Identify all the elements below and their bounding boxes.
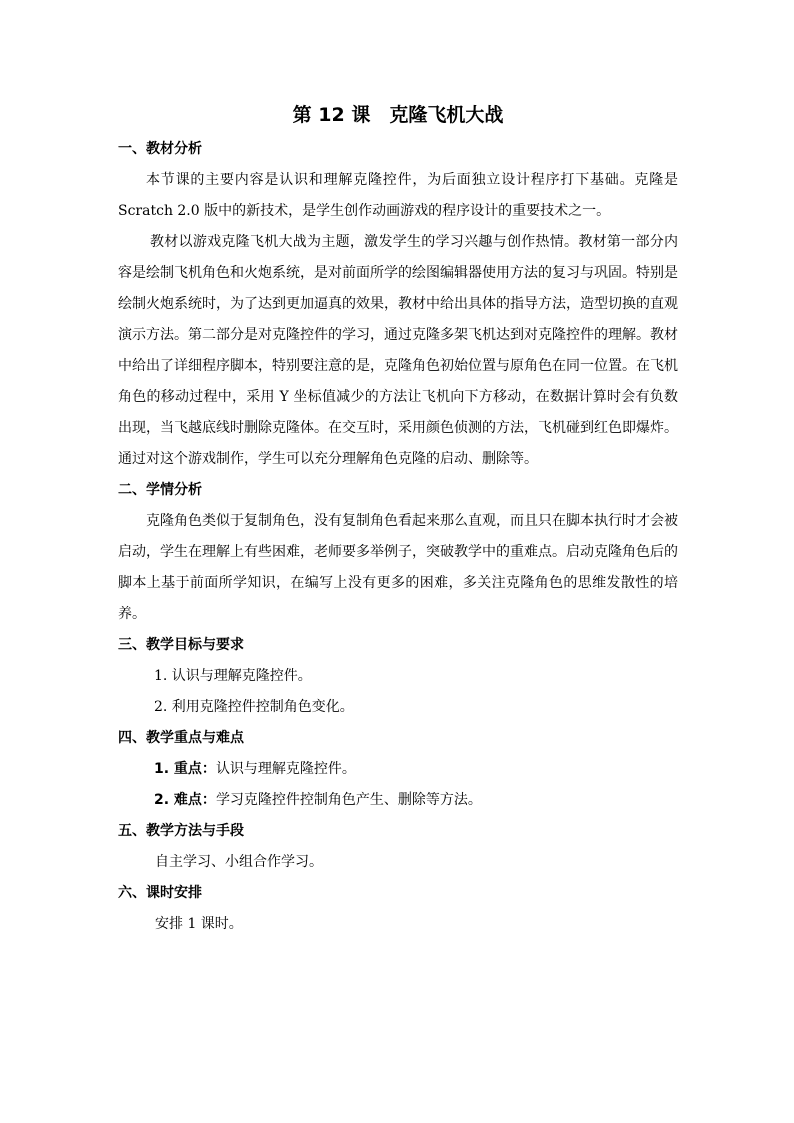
section-heading: 一、教材分析	[118, 141, 202, 157]
section-textbook-analysis	[118, 134, 678, 475]
paragraph: 自主学习、小组合作学习。	[155, 854, 323, 870]
list-item	[118, 785, 678, 816]
paragraph: 教材以游戏克隆飞机大战为主题，激发学生的学习兴趣与创作热情。教材第一部分内容是绘制飞机角色和火炮系统，是对前面所学的绘图编辑器使用方法的复习与巩固。特别是绘制火炮系统时，为了达到更加逼真的效果，教材中给出具体的指导方法，造型切换的直观演示方法。第二部分是对克隆控件的学习，通过克隆多架飞机达到对克隆控件的理解。教材中给出了详细程序脚本，特别要注意的是，克隆角色初始位置与原角色在同一位置。在飞机角色的移动过程中，采用 Y 坐标值减少的方法让飞机向下方移动，在数据计算时会有负数出现，当飞越底线时删除克隆体。在交互时，采用颜色侦测的方法，飞机碰到红色即爆炸。通过对这个游戏制作，学生可以充分理解角色克隆的启动、删除等。	[118, 234, 678, 467]
section-learner-analysis	[118, 475, 678, 630]
section-teaching-goals	[118, 630, 678, 723]
section-heading: 二、学情分析	[118, 482, 202, 498]
section-heading: 六、课时安排	[118, 885, 202, 901]
paragraph: 克隆角色类似于复制角色，没有复制角色看起来那么直观，而且只在脚本执行时才会被启动，学生在理解上有些困难，老师要多举例子，突破教学中的重难点。启动克隆角色后的脚本上基于前面所学知识，在编写上没有更多的困难，多关注克隆角色的思维发散性的培养。	[118, 513, 678, 622]
paragraph: 安排 1 课时。	[155, 916, 243, 932]
paragraph: 本节课的主要内容是认识和理解克隆控件，为后面独立设计程序打下基础。克隆是 Scratch 2.0 版中的新技术，是学生创作动画游戏的程序设计的重要技术之一。	[118, 172, 678, 219]
list-item-label: 2. 难点：	[154, 792, 216, 808]
list-item-text: 认识与理解克隆控件。	[215, 761, 356, 777]
section-teaching-methods	[118, 816, 678, 878]
list-item-label: 1. 重点：	[154, 761, 216, 777]
section-heading: 五、教学方法与手段	[118, 823, 244, 839]
section-heading: 四、教学重点与难点	[118, 730, 244, 746]
page-title: 第 12 课 克隆飞机大战	[292, 104, 504, 126]
list-item: 1. 认识与理解克隆控件。	[154, 668, 312, 684]
section-key-points	[118, 723, 678, 816]
list-item	[118, 754, 678, 785]
document-page	[118, 100, 678, 940]
section-heading: 三、教学目标与要求	[118, 637, 244, 653]
section-schedule	[118, 878, 678, 940]
list-item-text: 学习克隆控件控制角色产生、删除等方法。	[215, 792, 482, 808]
list-item: 2. 利用克隆控件控制角色变化。	[154, 699, 354, 715]
